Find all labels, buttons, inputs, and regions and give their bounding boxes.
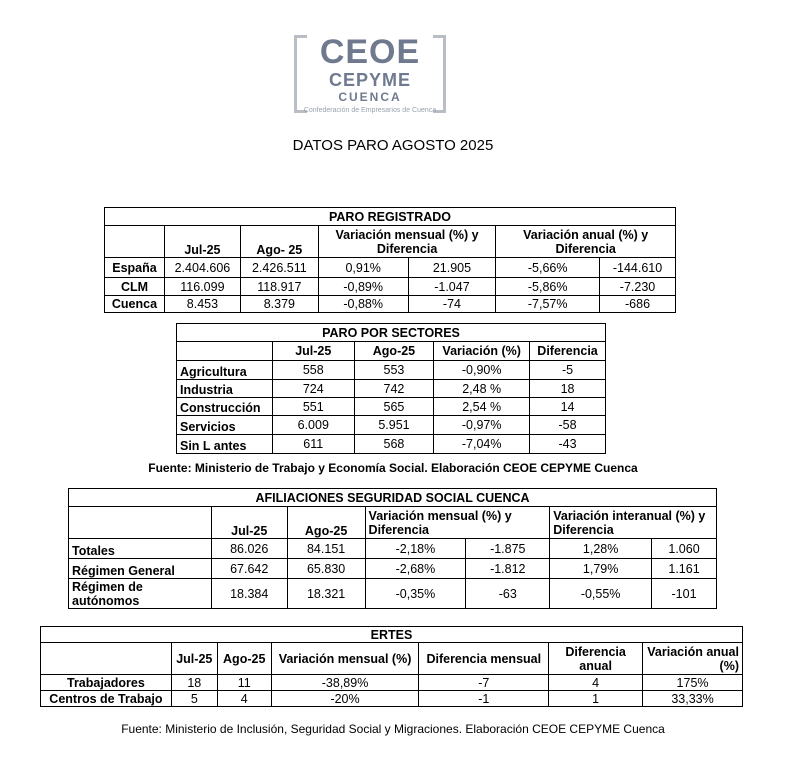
header-variacion-anual: Variación anual (%) y Diferencia — [496, 226, 676, 258]
cell-jul: 6.009 — [272, 416, 354, 435]
cell-mensual-dif: -1.812 — [466, 559, 550, 579]
cell-mensual-dif: -74 — [408, 296, 496, 313]
logo-bracket-right — [433, 35, 446, 113]
cell-anual-dif: -686 — [600, 296, 676, 313]
paro-sectores-title: PARO POR SECTORES — [177, 324, 606, 342]
cell-interanual-pct: -0,55% — [550, 579, 652, 609]
cell-ago: 2.426.511 — [240, 258, 318, 278]
cell-ago: 565 — [354, 398, 434, 416]
cell-jul: 116.099 — [164, 278, 240, 296]
cell-interanual-dif: 1.161 — [652, 559, 717, 579]
cell-jul: 18.384 — [211, 579, 287, 609]
table-row — [105, 296, 676, 313]
cell-anual-pct: -7,57% — [496, 296, 600, 313]
cell-jul: 5 — [171, 691, 217, 707]
cell-variacion: -0,97% — [434, 416, 530, 435]
cell-jul: 18 — [171, 675, 217, 691]
cell-ago: 118.917 — [240, 278, 318, 296]
afiliaciones-title: AFILIACIONES SEGURIDAD SOCIAL CUENCA — [69, 489, 717, 507]
cell-diferencia-anual: 1 — [549, 691, 643, 707]
cell-mensual-pct: -2,18% — [365, 539, 466, 559]
row-name: Centros de Trabajo — [41, 691, 172, 707]
ceoe-cepyme-logo — [294, 33, 446, 117]
paro-registrado-title: PARO REGISTRADO — [105, 208, 676, 226]
cell-ago: 11 — [217, 675, 271, 691]
cell-jul: 558 — [272, 361, 354, 380]
cell-ago: 742 — [354, 380, 434, 398]
cell-jul: 551 — [272, 398, 354, 416]
cell-anual-pct: -5,66% — [496, 258, 600, 278]
cell-ago: 18.321 — [287, 579, 365, 609]
cell-interanual-pct: 1,79% — [550, 559, 652, 579]
header-ago: Ago-25 — [217, 643, 271, 675]
table-row — [177, 398, 606, 416]
cell-variacion: -7,04% — [434, 435, 530, 454]
header-variacion: Variación (%) — [434, 342, 530, 361]
cell-diferencia: -43 — [530, 435, 606, 454]
row-name: Construcción — [177, 398, 273, 416]
row-name: Régimen de autónomos — [69, 579, 212, 609]
cell-jul: 67.642 — [211, 559, 287, 579]
cell-ago: 4 — [217, 691, 271, 707]
row-name: Régimen General — [69, 559, 212, 579]
header-empty — [105, 226, 165, 258]
row-name: Cuenca — [105, 296, 165, 313]
cell-ago: 553 — [354, 361, 434, 380]
header-empty — [41, 643, 172, 675]
source-note-inclusion: Fuente: Ministerio de Inclusión, Seguridad Social y Migraciones. Elaboración CEOE CEPYME Cuenca — [121, 722, 665, 736]
table-row — [41, 675, 743, 691]
cell-variacion-mensual: -20% — [271, 691, 419, 707]
cell-mensual-pct: -0,35% — [365, 579, 466, 609]
header-jul: Jul-25 — [171, 643, 217, 675]
header-ago: Ago-25 — [354, 342, 434, 361]
cell-mensual-dif: -1.047 — [408, 278, 496, 296]
ertes-table — [40, 626, 743, 707]
row-name: Servicios — [177, 416, 273, 435]
table-row — [177, 416, 606, 435]
cell-diferencia: -58 — [530, 416, 606, 435]
header-diferencia-anual: Diferencia anual — [549, 643, 643, 675]
ertes-title: ERTES — [41, 627, 743, 643]
cell-variacion-anual: 175% — [643, 675, 743, 691]
cell-variacion: -0,90% — [434, 361, 530, 380]
cell-jul: 611 — [272, 435, 354, 454]
cell-jul: 2.404.606 — [164, 258, 240, 278]
cell-interanual-pct: 1,28% — [550, 539, 652, 559]
header-ago: Ago- 25 — [240, 226, 318, 258]
cell-mensual-pct: 0,91% — [318, 258, 408, 278]
cell-jul: 724 — [272, 380, 354, 398]
table-row — [105, 278, 676, 296]
source-note-trabajo: Fuente: Ministerio de Trabajo y Economía Social. Elaboración CEOE CEPYME Cuenca — [148, 461, 638, 475]
header-variacion-interanual: Variación interanual (%) y Diferencia — [550, 507, 717, 539]
cell-variacion: 2,54 % — [434, 398, 530, 416]
cell-ago: 65.830 — [287, 559, 365, 579]
cell-jul: 86.026 — [211, 539, 287, 559]
cell-variacion-anual: 33,33% — [643, 691, 743, 707]
header-variacion-mensual: Variación mensual (%) — [271, 643, 419, 675]
table-row — [69, 539, 717, 559]
paro-registrado-table — [104, 207, 676, 313]
header-diferencia: Diferencia — [530, 342, 606, 361]
paro-sectores-table — [176, 323, 606, 454]
cell-ago: 84.151 — [287, 539, 365, 559]
logo-tagline: Confederación de Empresarios de Cuenca — [303, 107, 437, 114]
row-name: Totales — [69, 539, 212, 559]
cell-mensual-pct: -0,88% — [318, 296, 408, 313]
logo-text-ceoe: CEOE — [319, 33, 421, 71]
cell-ago: 5.951 — [354, 416, 434, 435]
afiliaciones-table — [68, 488, 717, 609]
cell-interanual-dif: -101 — [652, 579, 717, 609]
logo-bracket-left — [294, 35, 307, 113]
cell-diferencia: -5 — [530, 361, 606, 380]
header-diferencia-mensual: Diferencia mensual — [419, 643, 549, 675]
header-variacion-mensual: Variación mensual (%) y Diferencia — [318, 226, 496, 258]
logo-text-cuenca: CUENCA — [338, 90, 402, 104]
table-row — [69, 559, 717, 579]
header-variacion-anual: Variación anual (%) — [643, 643, 743, 675]
table-row — [69, 579, 717, 609]
header-ago: Ago-25 — [287, 507, 365, 539]
header-variacion-mensual: Variación mensual (%) y Diferencia — [365, 507, 550, 539]
table-row — [105, 258, 676, 278]
cell-mensual-dif: 21.905 — [408, 258, 496, 278]
table-row — [177, 380, 606, 398]
cell-variacion: 2,48 % — [434, 380, 530, 398]
logo-text-cepyme: CEPYME — [328, 70, 412, 90]
cell-ago: 568 — [354, 435, 434, 454]
header-empty — [177, 342, 273, 361]
table-row — [41, 691, 743, 707]
cell-interanual-dif: 1.060 — [652, 539, 717, 559]
row-name: España — [105, 258, 165, 278]
cell-diferencia-mensual: -7 — [419, 675, 549, 691]
row-name: CLM — [105, 278, 165, 296]
cell-mensual-dif: -1.875 — [466, 539, 550, 559]
cell-jul: 8.453 — [164, 296, 240, 313]
header-empty — [69, 507, 212, 539]
cell-ago: 8.379 — [240, 296, 318, 313]
row-name: Agricultura — [177, 361, 273, 380]
cell-anual-dif: -7.230 — [600, 278, 676, 296]
cell-anual-pct: -5,86% — [496, 278, 600, 296]
table-row — [177, 435, 606, 454]
cell-diferencia: 18 — [530, 380, 606, 398]
cell-anual-dif: -144.610 — [600, 258, 676, 278]
cell-diferencia-anual: 4 — [549, 675, 643, 691]
cell-diferencia: 14 — [530, 398, 606, 416]
cell-diferencia-mensual: -1 — [419, 691, 549, 707]
table-row — [177, 361, 606, 380]
cell-mensual-dif: -63 — [466, 579, 550, 609]
cell-variacion-mensual: -38,89% — [271, 675, 419, 691]
page-title: DATOS PARO AGOSTO 2025 — [292, 137, 494, 154]
row-name: Trabajadores — [41, 675, 172, 691]
cell-mensual-pct: -2,68% — [365, 559, 466, 579]
cell-mensual-pct: -0,89% — [318, 278, 408, 296]
header-jul: Jul-25 — [272, 342, 354, 361]
row-name: Industria — [177, 380, 273, 398]
row-name: Sin L antes — [177, 435, 273, 454]
header-jul: Jul-25 — [211, 507, 287, 539]
header-jul: Jul-25 — [164, 226, 240, 258]
